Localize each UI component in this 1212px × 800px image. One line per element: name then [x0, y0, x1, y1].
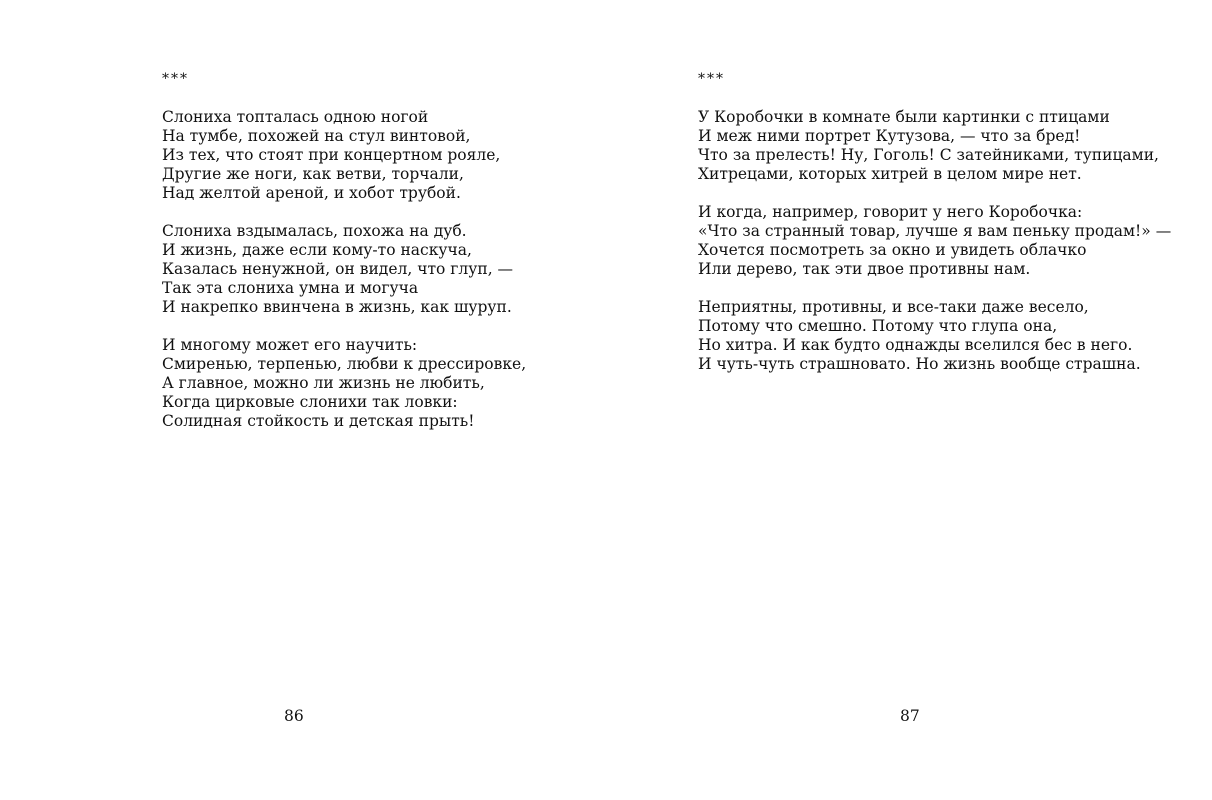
poem-line: Когда цирковые слонихи так ловки: [162, 393, 458, 411]
poem-line: И чуть-чуть страшновато. Но жизнь вообще страшна. [698, 355, 1141, 373]
stanza [162, 336, 526, 431]
stanza [698, 298, 1171, 374]
poem-line: На тумбе, похожей на стул винтовой, [162, 127, 471, 145]
poem-line: Неприятны, противны, и все-таки даже весело, [698, 298, 1089, 316]
poem-line: Над желтой ареной, и хобот трубой. [162, 184, 461, 202]
poem-line: И многому может его научить: [162, 336, 418, 354]
poem-line: Другие же ноги, как ветви, торчали, [162, 165, 464, 183]
poem-line: Но хитра. И как будто однажды вселился бес в него. [698, 336, 1133, 354]
poem-line: И жизнь, даже если кому-то наскуча, [162, 241, 472, 259]
section-separator: *** [162, 71, 189, 87]
poem-line: Или дерево, так эти двое противны нам. [698, 260, 1031, 278]
poem-line: Хочется посмотреть за окно и увидеть облачко [698, 241, 1087, 259]
stanza [162, 222, 526, 317]
poem-line: Из тех, что стоят при концертном рояле, [162, 146, 501, 164]
poem-line: «Что за странный товар, лучше я вам пеньку продам!» — [698, 222, 1172, 240]
page-number: 86 [284, 707, 304, 725]
poem-line: Слониха вздымалась, похожа на дуб. [162, 222, 467, 240]
poem-line: Хитрецами, которых хитрей в целом мире нет. [698, 165, 1082, 183]
stanza [698, 203, 1171, 279]
poem-line: У Коробочки в комнате были картинки с птицами [698, 108, 1110, 126]
poem-line: Солидная стойкость и детская прыть! [162, 412, 475, 430]
poem-line: И меж ними портрет Кутузова, — что за бред! [698, 127, 1081, 145]
right-page [606, 0, 1212, 800]
poem-line: Что за прелесть! Ну, Гоголь! С затейниками, тупицами, [698, 146, 1159, 164]
poem-line: Так эта слониха умна и могуча [162, 279, 419, 297]
poem-right [698, 70, 1171, 393]
poem-line: А главное, можно ли жизнь не любить, [162, 374, 485, 392]
stanza [162, 108, 526, 203]
section-separator: *** [698, 71, 725, 87]
poem-line: Казалась ненужной, он видел, что глуп, — [162, 260, 514, 278]
poem-line: Смиренью, терпенью, любви к дрессировке, [162, 355, 527, 373]
poem-left [162, 70, 526, 450]
page-number: 87 [900, 707, 920, 725]
poem-line: Слониха топталась одною ногой [162, 108, 429, 126]
poem-line: И накрепко ввинчена в жизнь, как шуруп. [162, 298, 512, 316]
poem-line: И когда, например, говорит у него Коробочка: [698, 203, 1083, 221]
stanza [698, 108, 1171, 184]
poem-line: Потому что смешно. Потому что глупа она, [698, 317, 1058, 335]
